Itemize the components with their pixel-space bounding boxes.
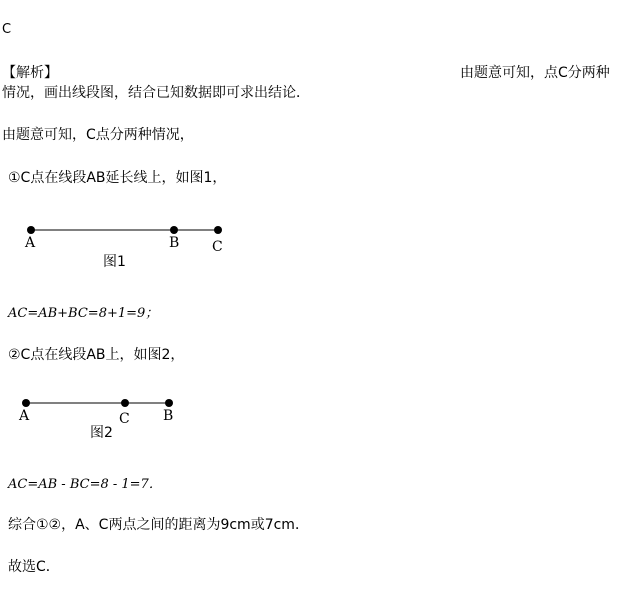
figure-1-caption: 图1 <box>103 254 126 270</box>
case2-text: ②C点在线段AB上，如图2， <box>8 347 185 363</box>
analysis-heading: 【解析】 <box>2 65 58 81</box>
solution-line: 由题意可知，C点分两种情况， <box>2 127 194 143</box>
point-a-label: A <box>25 235 36 251</box>
point-c-label: C <box>212 239 223 255</box>
analysis-intro: 由题意可知，点C分两种 <box>460 65 610 81</box>
summary-text: 综合①②，A、C两点之间的距离为9cm或7cm． <box>8 517 309 533</box>
point-a-dot <box>27 226 35 234</box>
point-b-dot <box>170 226 178 234</box>
point-c-label: C <box>119 411 130 427</box>
figure-2 <box>0 390 260 450</box>
case1-formula: AC=AB+BC=8+1=9； <box>8 306 159 321</box>
point-c-dot <box>121 399 129 407</box>
point-b-dot <box>165 399 173 407</box>
case1-text: ①C点在线段AB延长线上，如图1， <box>8 170 227 186</box>
point-b-label: B <box>163 408 174 424</box>
conclusion-text: 故选C． <box>8 559 60 575</box>
analysis-intro-continued: 情况，画出线段图，结合已知数据即可求出结论． <box>2 85 310 101</box>
answer-label: C <box>2 22 12 37</box>
point-c-dot <box>214 226 222 234</box>
case2-formula: AC=AB - BC=8 - 1=7． <box>8 477 162 492</box>
point-b-label: B <box>169 235 180 251</box>
figure-1 <box>0 215 260 275</box>
point-a-label: A <box>19 408 30 424</box>
point-a-dot <box>22 399 30 407</box>
figure-2-caption: 图2 <box>90 425 113 441</box>
